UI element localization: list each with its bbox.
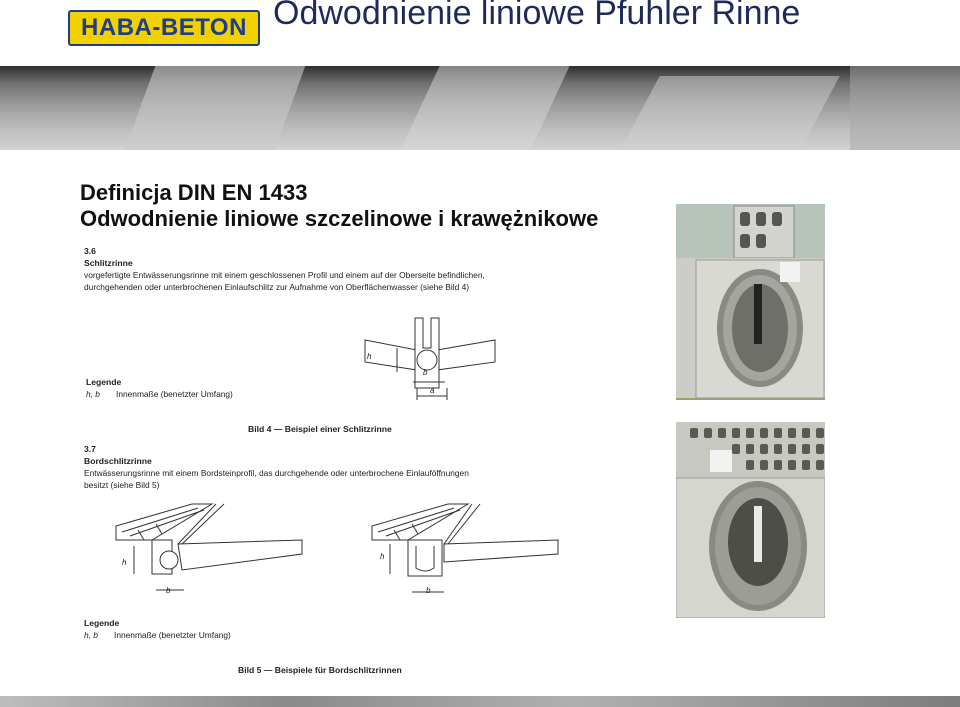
header-banner [0, 0, 960, 150]
product-photo-bottom [676, 422, 825, 618]
page-title: Odwodnienie liniowe Pfuhler Rinne [273, 0, 801, 32]
section-3-7-text-1: Entwässerungsrinne mit einem Bordsteinprofil, das durchgehende oder unterbrochene Einlauföffnungen [84, 468, 469, 478]
figure-5-left-label-h: h [122, 558, 127, 567]
section-3-7-text-2: besitzt (siehe Bild 5) [84, 480, 160, 490]
legend-1-title: Legende [86, 377, 122, 387]
subtitle-line-2: Odwodnienie liniowe szczelinowe i krawężnikowe [80, 206, 599, 231]
figure-4-caption: Bild 4 — Beispiel einer Schlitzrinne [248, 424, 392, 434]
figure-5-drawing-left [112, 500, 312, 606]
figure-5-right-label-b: b [426, 586, 431, 595]
legend-1-key: h, b [86, 389, 100, 399]
slide-subtitle [80, 180, 598, 232]
figure-4-label-h: h [367, 352, 372, 361]
figure-5-caption: Bild 5 — Beispiele für Bordschlitzrinnen [238, 665, 402, 675]
legend-2-text: Innenmaße (benetzter Umfang) [114, 630, 231, 640]
legend-1-text: Innenmaße (benetzter Umfang) [116, 389, 233, 399]
figure-4-label-a: a [430, 386, 435, 395]
section-3-7-number: 3.7 [84, 444, 96, 454]
section-3-6-text-1: vorgefertigte Entwässerungsrinne mit einem geschlossenen Profil und einem auf der Oberseite befindlichen, [84, 270, 485, 280]
figure-5-right-label-h: h [380, 552, 385, 561]
legend-2-title: Legende [84, 618, 120, 628]
haba-beton-logo [68, 10, 260, 46]
section-3-6-text-2: durchgehenden oder unterbrochenen Einlaufschlitz zur Aufnahme von Oberflächenwasser (siehe Bild 4) [84, 282, 470, 292]
bottom-decorative-bar [0, 696, 960, 707]
section-3-6-title: Schlitzrinne [84, 258, 133, 268]
legend-2-key: h, b [84, 630, 98, 640]
section-3-7-title: Bordschlitzrinne [84, 456, 152, 466]
logo-text: HABA-BETON [81, 14, 247, 41]
product-photo-top [676, 204, 825, 400]
subtitle-line-1: Definicja DIN EN 1433 [80, 180, 308, 205]
figure-5-left-label-b: b [166, 586, 171, 595]
section-3-6-number: 3.6 [84, 246, 96, 256]
figure-4-label-b: b [423, 368, 428, 377]
figure-5-drawing-right [368, 500, 568, 606]
header-concrete-band [0, 66, 960, 150]
